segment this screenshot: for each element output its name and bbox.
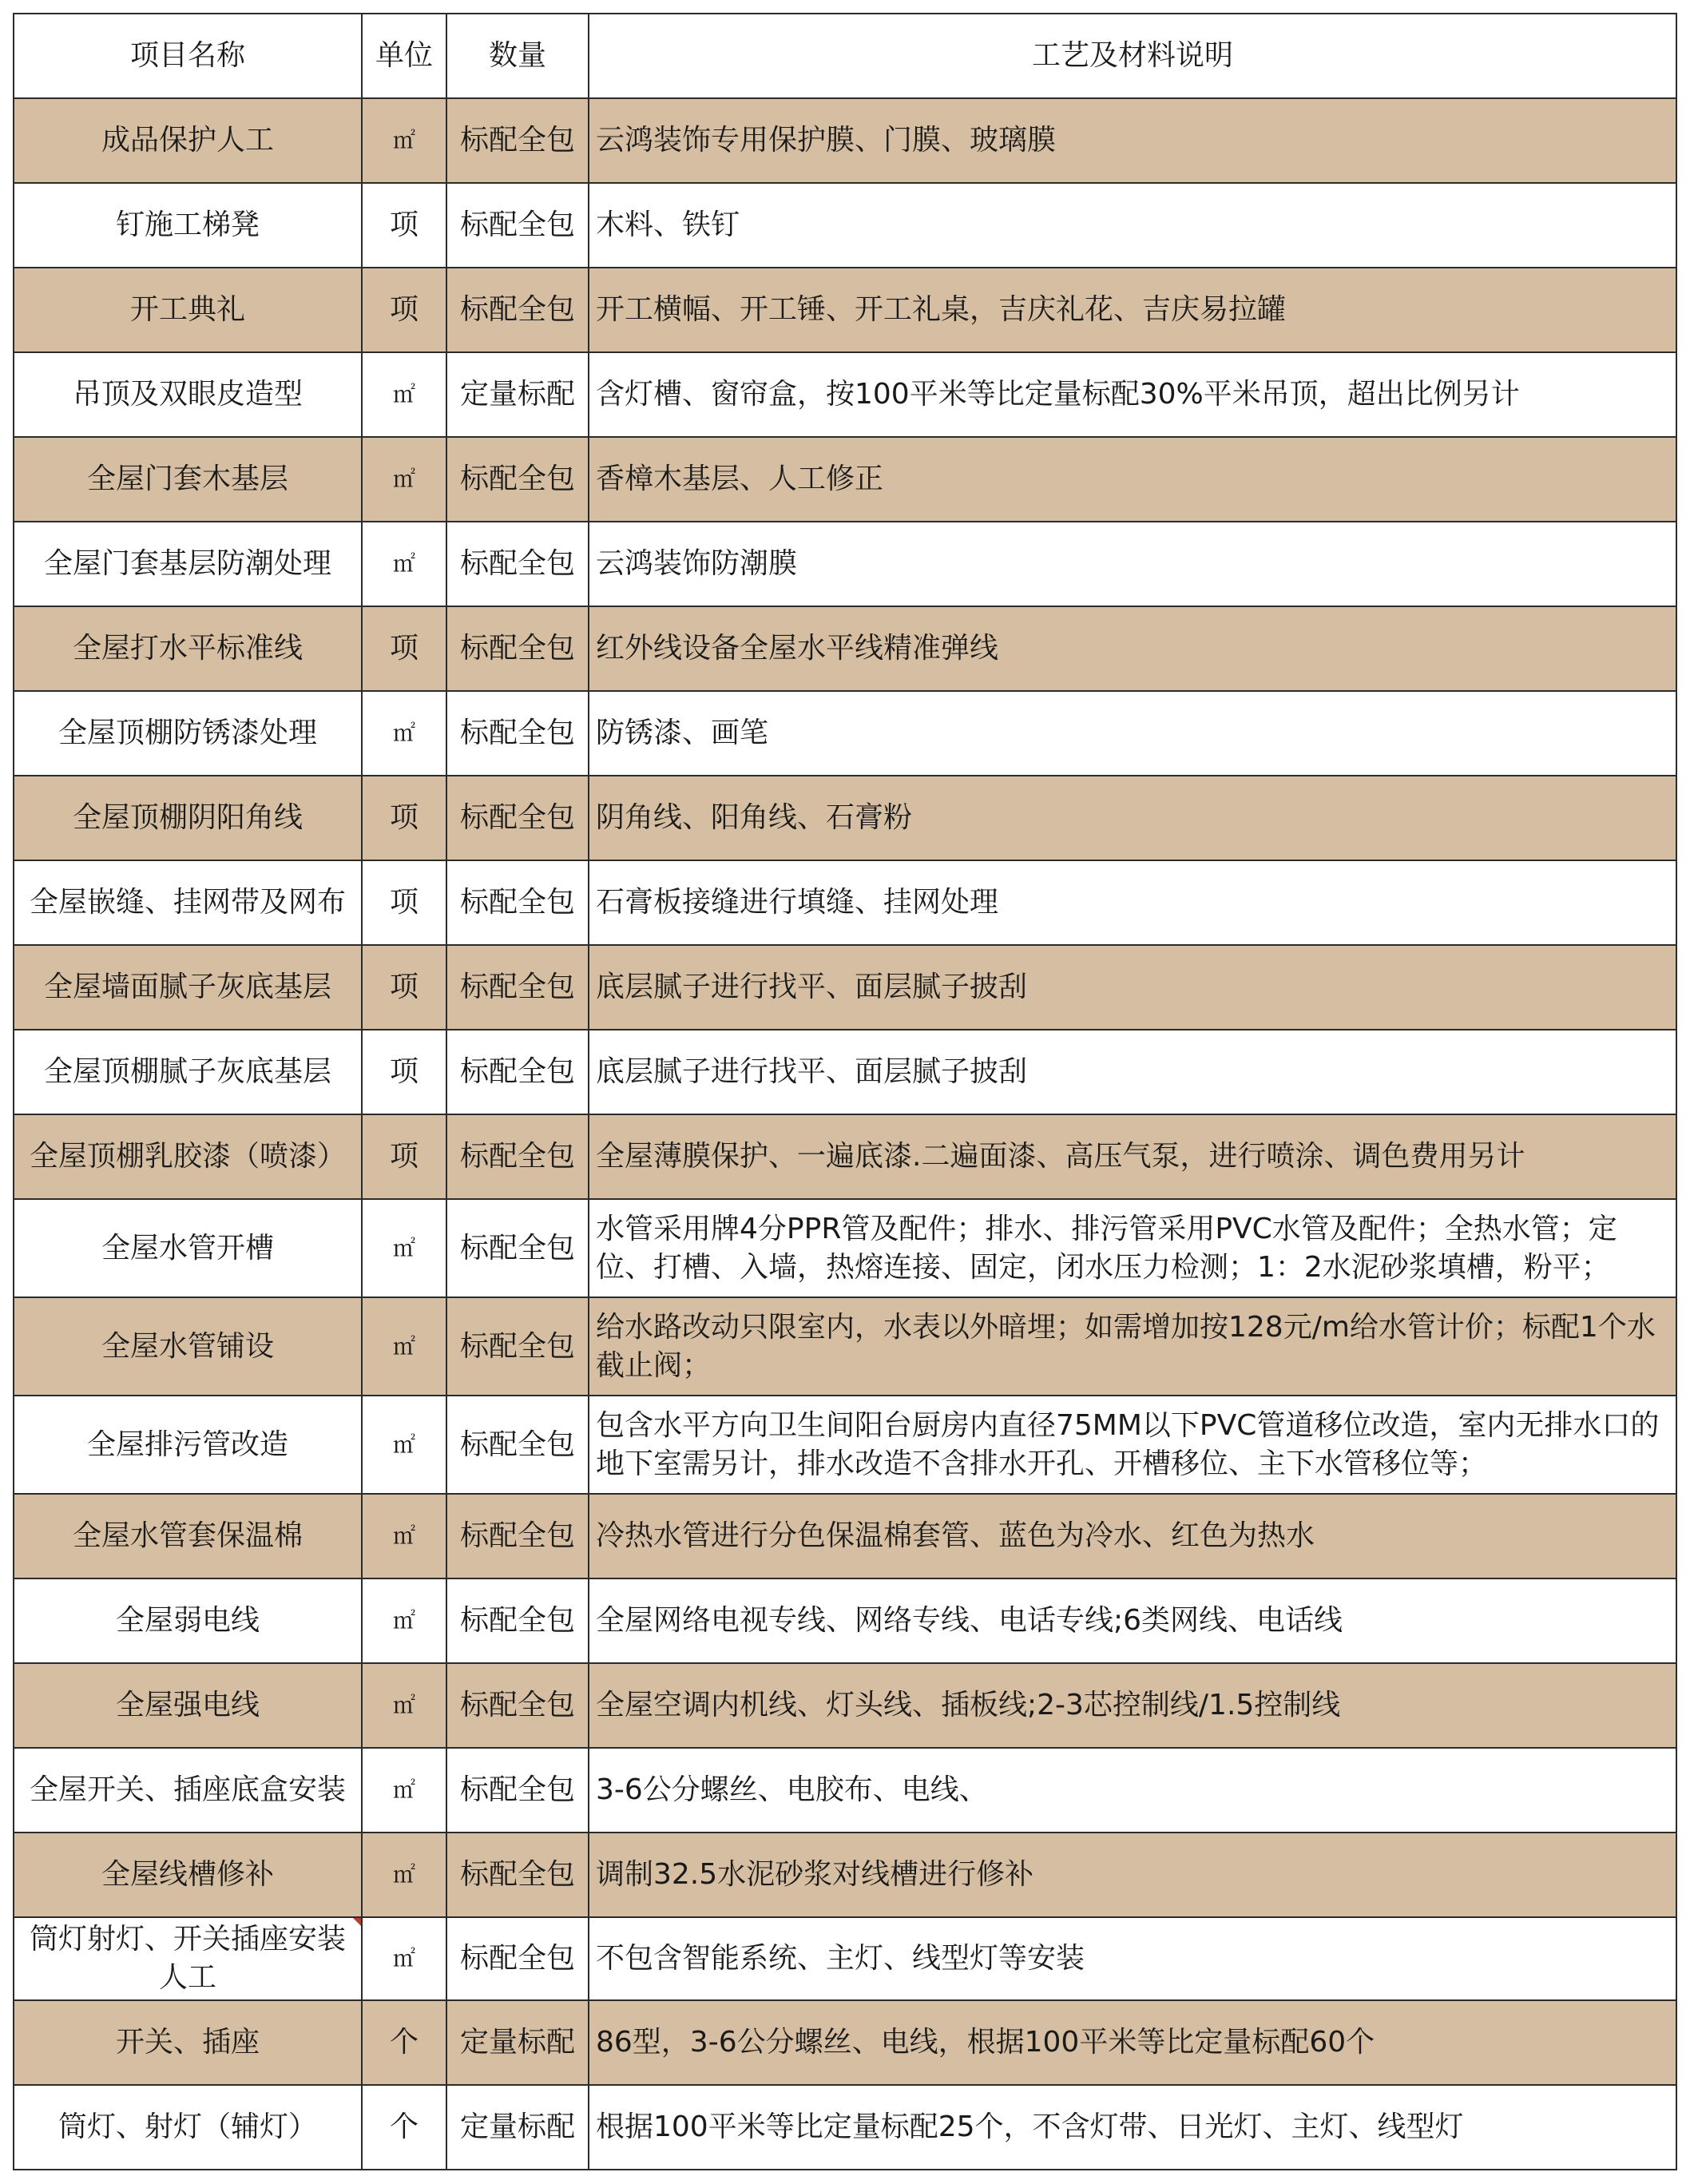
table-row	[14, 1917, 1676, 2000]
item-quantity: 标配全包	[446, 1199, 589, 1297]
item-quantity: 标配全包	[446, 1297, 589, 1396]
table-row	[14, 1199, 1676, 1297]
item-name: 成品保护人工	[14, 98, 362, 183]
table-header-row	[14, 14, 1676, 98]
item-quantity: 标配全包	[446, 691, 589, 776]
item-quantity: 标配全包	[446, 1396, 589, 1494]
item-name: 全屋顶棚阴阳角线	[14, 776, 362, 860]
item-description: 根据100平米等比定量标配25个，不含灯带、日光灯、主灯、线型灯	[589, 2085, 1676, 2170]
table-row	[14, 1748, 1676, 1833]
item-unit: ㎡	[362, 98, 446, 183]
item-quantity: 标配全包	[446, 437, 589, 522]
item-name: 全屋弱电线	[14, 1578, 362, 1663]
item-quantity: 定量标配	[446, 2000, 589, 2085]
item-quantity: 标配全包	[446, 1578, 589, 1663]
item-description: 3-6公分螺丝、电胶布、电线、	[589, 1748, 1676, 1833]
item-quantity: 定量标配	[446, 352, 589, 437]
header-item-name: 项目名称	[14, 14, 362, 98]
item-unit: 项	[362, 860, 446, 945]
header-unit: 单位	[362, 14, 446, 98]
item-description: 含灯槽、窗帘盒，按100平米等比定量标配30%平米吊顶，超出比例另计	[589, 352, 1676, 437]
item-quantity: 标配全包	[446, 268, 589, 352]
table-row	[14, 606, 1676, 691]
item-unit: 项	[362, 776, 446, 860]
table-row	[14, 1030, 1676, 1114]
item-description: 冷热水管进行分色保温棉套管、蓝色为冷水、红色为热水	[589, 1494, 1676, 1578]
item-description: 木料、铁钉	[589, 183, 1676, 268]
header-description: 工艺及材料说明	[589, 14, 1676, 98]
item-unit: ㎡	[362, 352, 446, 437]
item-unit: ㎡	[362, 1494, 446, 1578]
item-description: 包含水平方向卫生间阳台厨房内直径75MM以下PVC管道移位改造，室内无排水口的地下室需另计，排水改造不含排水开孔、开槽移位、主下水管移位等；	[589, 1396, 1676, 1494]
table-row	[14, 691, 1676, 776]
item-unit: 项	[362, 945, 446, 1030]
item-name: 全屋墙面腻子灰底基层	[14, 945, 362, 1030]
item-unit: ㎡	[362, 1748, 446, 1833]
item-description: 不包含智能系统、主灯、线型灯等安装	[589, 1917, 1676, 2000]
item-unit: ㎡	[362, 1663, 446, 1748]
item-name: 开工典礼	[14, 268, 362, 352]
item-name: 全屋顶棚乳胶漆（喷漆）	[14, 1114, 362, 1199]
item-name: 全屋开关、插座底盒安装	[14, 1748, 362, 1833]
item-description: 香樟木基层、人工修正	[589, 437, 1676, 522]
item-name	[14, 1917, 362, 2000]
item-name: 全屋强电线	[14, 1663, 362, 1748]
item-name-text: 筒灯射灯、开关插座安装人工	[29, 1923, 346, 1994]
item-quantity: 标配全包	[446, 183, 589, 268]
table-row	[14, 98, 1676, 183]
item-name: 筒灯、射灯（辅灯）	[14, 2085, 362, 2170]
item-quantity: 标配全包	[446, 1917, 589, 2000]
item-unit: ㎡	[362, 437, 446, 522]
item-unit: ㎡	[362, 1199, 446, 1297]
item-description: 底层腻子进行找平、面层腻子披刮	[589, 945, 1676, 1030]
table-row	[14, 1663, 1676, 1748]
item-name: 全屋门套木基层	[14, 437, 362, 522]
item-name: 全屋顶棚防锈漆处理	[14, 691, 362, 776]
item-unit: ㎡	[362, 522, 446, 606]
table-row	[14, 522, 1676, 606]
item-quantity: 标配全包	[446, 1748, 589, 1833]
comment-indicator-icon	[353, 1918, 361, 1926]
item-description: 全屋网络电视专线、网络专线、电话专线;6类网线、电话线	[589, 1578, 1676, 1663]
item-quantity: 标配全包	[446, 606, 589, 691]
item-description: 86型，3-6公分螺丝、电线，根据100平米等比定量标配60个	[589, 2000, 1676, 2085]
item-description: 调制32.5水泥砂浆对线槽进行修补	[589, 1833, 1676, 1917]
item-name: 全屋顶棚腻子灰底基层	[14, 1030, 362, 1114]
item-description: 全屋薄膜保护、一遍底漆.二遍面漆、高压气泵，进行喷涂、调色费用另计	[589, 1114, 1676, 1199]
item-unit: 项	[362, 1114, 446, 1199]
table-row	[14, 2000, 1676, 2085]
item-unit: 项	[362, 183, 446, 268]
table-row	[14, 945, 1676, 1030]
item-unit: ㎡	[362, 1833, 446, 1917]
table-row	[14, 2085, 1676, 2170]
item-name: 全屋水管套保温棉	[14, 1494, 362, 1578]
item-unit: 项	[362, 1030, 446, 1114]
item-name: 全屋嵌缝、挂网带及网布	[14, 860, 362, 945]
table-row	[14, 352, 1676, 437]
item-quantity: 标配全包	[446, 1114, 589, 1199]
item-description: 云鸿装饰专用保护膜、门膜、玻璃膜	[589, 98, 1676, 183]
table-row	[14, 1494, 1676, 1578]
table-row	[14, 1297, 1676, 1396]
table-row	[14, 1833, 1676, 1917]
item-quantity: 标配全包	[446, 860, 589, 945]
table-row	[14, 1114, 1676, 1199]
item-unit: 项	[362, 606, 446, 691]
item-quantity: 标配全包	[446, 1030, 589, 1114]
item-description: 红外线设备全屋水平线精准弹线	[589, 606, 1676, 691]
item-quantity: 标配全包	[446, 1663, 589, 1748]
item-name: 全屋打水平标准线	[14, 606, 362, 691]
item-description: 开工横幅、开工锤、开工礼桌，吉庆礼花、吉庆易拉罐	[589, 268, 1676, 352]
item-name: 开关、插座	[14, 2000, 362, 2085]
table-row	[14, 860, 1676, 945]
item-unit: 个	[362, 2000, 446, 2085]
header-quantity: 数量	[446, 14, 589, 98]
item-description: 石膏板接缝进行填缝、挂网处理	[589, 860, 1676, 945]
item-description: 全屋空调内机线、灯头线、插板线;2-3芯控制线/1.5控制线	[589, 1663, 1676, 1748]
item-name: 全屋线槽修补	[14, 1833, 362, 1917]
item-quantity: 标配全包	[446, 522, 589, 606]
item-name: 吊顶及双眼皮造型	[14, 352, 362, 437]
item-unit: 个	[362, 2085, 446, 2170]
item-quantity: 标配全包	[446, 776, 589, 860]
item-unit: ㎡	[362, 1578, 446, 1663]
pricing-table	[13, 13, 1677, 2170]
item-quantity: 标配全包	[446, 98, 589, 183]
item-unit: ㎡	[362, 691, 446, 776]
item-name: 钉施工梯凳	[14, 183, 362, 268]
item-description: 水管采用牌4分PPR管及配件；排水、排污管采用PVC水管及配件；全热水管；定位、打槽、入墙，热熔连接、固定，闭水压力检测；1：2水泥砂浆填槽，粉平；	[589, 1199, 1676, 1297]
item-quantity: 标配全包	[446, 1833, 589, 1917]
item-description: 防锈漆、画笔	[589, 691, 1676, 776]
item-quantity: 标配全包	[446, 945, 589, 1030]
item-quantity: 标配全包	[446, 1494, 589, 1578]
item-description: 云鸿装饰防潮膜	[589, 522, 1676, 606]
table-row	[14, 776, 1676, 860]
item-name: 全屋门套基层防潮处理	[14, 522, 362, 606]
table-row	[14, 1578, 1676, 1663]
item-description: 底层腻子进行找平、面层腻子披刮	[589, 1030, 1676, 1114]
item-name: 全屋排污管改造	[14, 1396, 362, 1494]
item-quantity: 定量标配	[446, 2085, 589, 2170]
item-unit: ㎡	[362, 1297, 446, 1396]
item-unit: 项	[362, 268, 446, 352]
table-row	[14, 183, 1676, 268]
item-name: 全屋水管开槽	[14, 1199, 362, 1297]
table-row	[14, 437, 1676, 522]
table-row	[14, 268, 1676, 352]
item-unit: ㎡	[362, 1396, 446, 1494]
item-description: 给水路改动只限室内，水表以外暗埋；如需增加按128元/m给水管计价；标配1个水截止阀；	[589, 1297, 1676, 1396]
table-row	[14, 1396, 1676, 1494]
item-unit: ㎡	[362, 1917, 446, 2000]
item-description: 阴角线、阳角线、石膏粉	[589, 776, 1676, 860]
item-name: 全屋水管铺设	[14, 1297, 362, 1396]
